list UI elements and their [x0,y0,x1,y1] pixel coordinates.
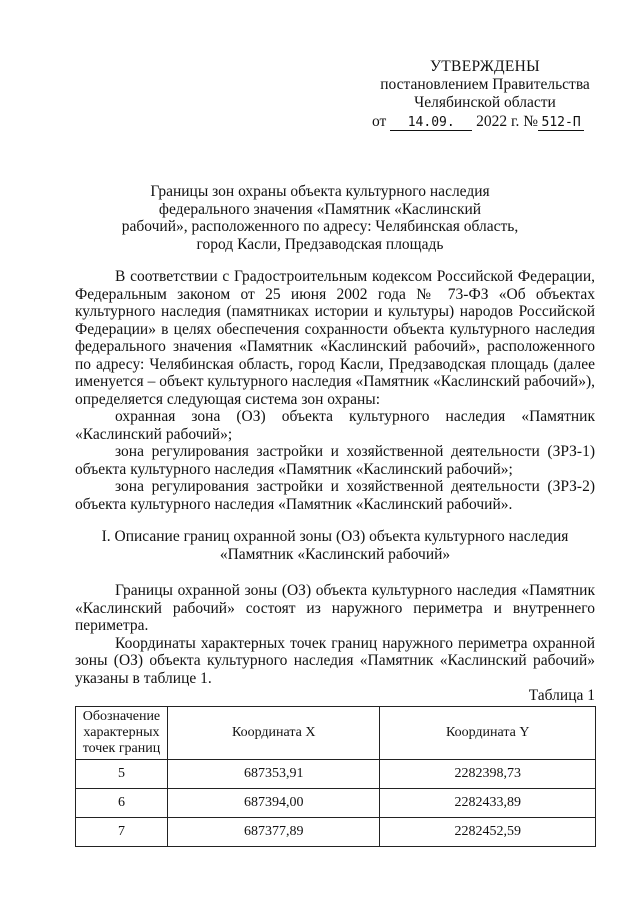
approval-line-1: постановлением Правительства [380,76,590,93]
cell-y: 2282433,89 [380,788,596,817]
resolution-number: 512-П [538,115,584,131]
cell-y: 2282398,73 [380,759,596,788]
intro-paragraph: В соответствии с Градостроительным кодексом Российской Федерации, Федеральным законом от 25 июня 2002 года № 73-ФЗ «Об объектах культурного наследия (памятниках истории и культуры) народов Российской Федерации» в целях обеспечения сохранности объекта культурного наследия федерального значения «Памятник «Каслинский рабочий», расположенного по адресу: Челябинская область, город Касли, Предзаводская площадь (далее именуется – объект культурного наследия «Памятник «Каслинский рабочий»), определяется следующая система зон охраны: [75,268,595,408]
section-1-paragraph-1: Границы охранной зоны (ОЗ) объекта культурного наследия «Памятник «Каслинский рабочий» состоят из наружного периметра и внутреннего периметра. [75,582,595,634]
cell-x: 687394,00 [167,788,380,817]
title-line-3: рабочий», расположенного по адресу: Челябинская область, [121,218,519,235]
approval-block [380,58,590,112]
table-caption: Таблица 1 [528,687,595,704]
zone-item-zrz1: зона регулирования застройки и хозяйственной деятельности (ЗРЗ-1) объекта культурного наследия «Памятник «Каслинский рабочий»; [75,443,595,478]
title-line-1: Границы зон охраны объекта культурного наследия [150,183,490,200]
header-coordinate-y: Координата Y [380,706,596,759]
approval-title: УТВЕРЖДЕНЫ [430,58,540,75]
cell-x: 687377,89 [167,817,380,846]
zone-item-oz: охранная зона (ОЗ) объекта культурного наследия «Памятник «Каслинский рабочий»; [75,408,595,443]
table-row [76,788,596,817]
document-body [75,268,595,847]
year-text: 2022 г. № [476,113,539,130]
zone-item-zrz2: зона регулирования застройки и хозяйственной деятельности (ЗРЗ-2) объекта культурного наследия «Памятник «Каслинский рабочий». [75,478,595,513]
approval-date-line [372,113,584,131]
table-header-row [76,706,596,759]
header-point-designation: Обозначение характерных точек границ [76,706,168,759]
coordinates-table [75,706,596,847]
date-prefix: от [372,113,387,130]
cell-y: 2282452,59 [380,817,596,846]
approval-line-2: Челябинской области [414,94,556,111]
section-1-title-line-1: I. Описание границ охранной зоны (ОЗ) объекта культурного наследия [101,528,569,545]
title-line-2: федерального значения «Памятник «Каслинский [158,200,482,218]
table-row [76,817,596,846]
section-1-paragraph-2: Координаты характерных точек границ наружного периметра охранной зоны (ОЗ) объекта культурного наследия «Памятник «Каслинский рабочий» указаны в таблице 1. [75,634,595,687]
section-1-title [75,528,595,563]
document-title [110,183,530,253]
cell-point: 6 [76,788,168,817]
section-1-title-line-2: «Памятник «Каслинский рабочий» [219,545,451,563]
cell-point: 5 [76,759,168,788]
cell-point: 7 [76,817,168,846]
date-value: 14.09. [390,115,472,131]
cell-x: 687353,91 [167,759,380,788]
table-row [76,759,596,788]
header-coordinate-x: Координата X [167,706,380,759]
title-line-4: город Касли, Предзаводская площадь [196,235,444,253]
